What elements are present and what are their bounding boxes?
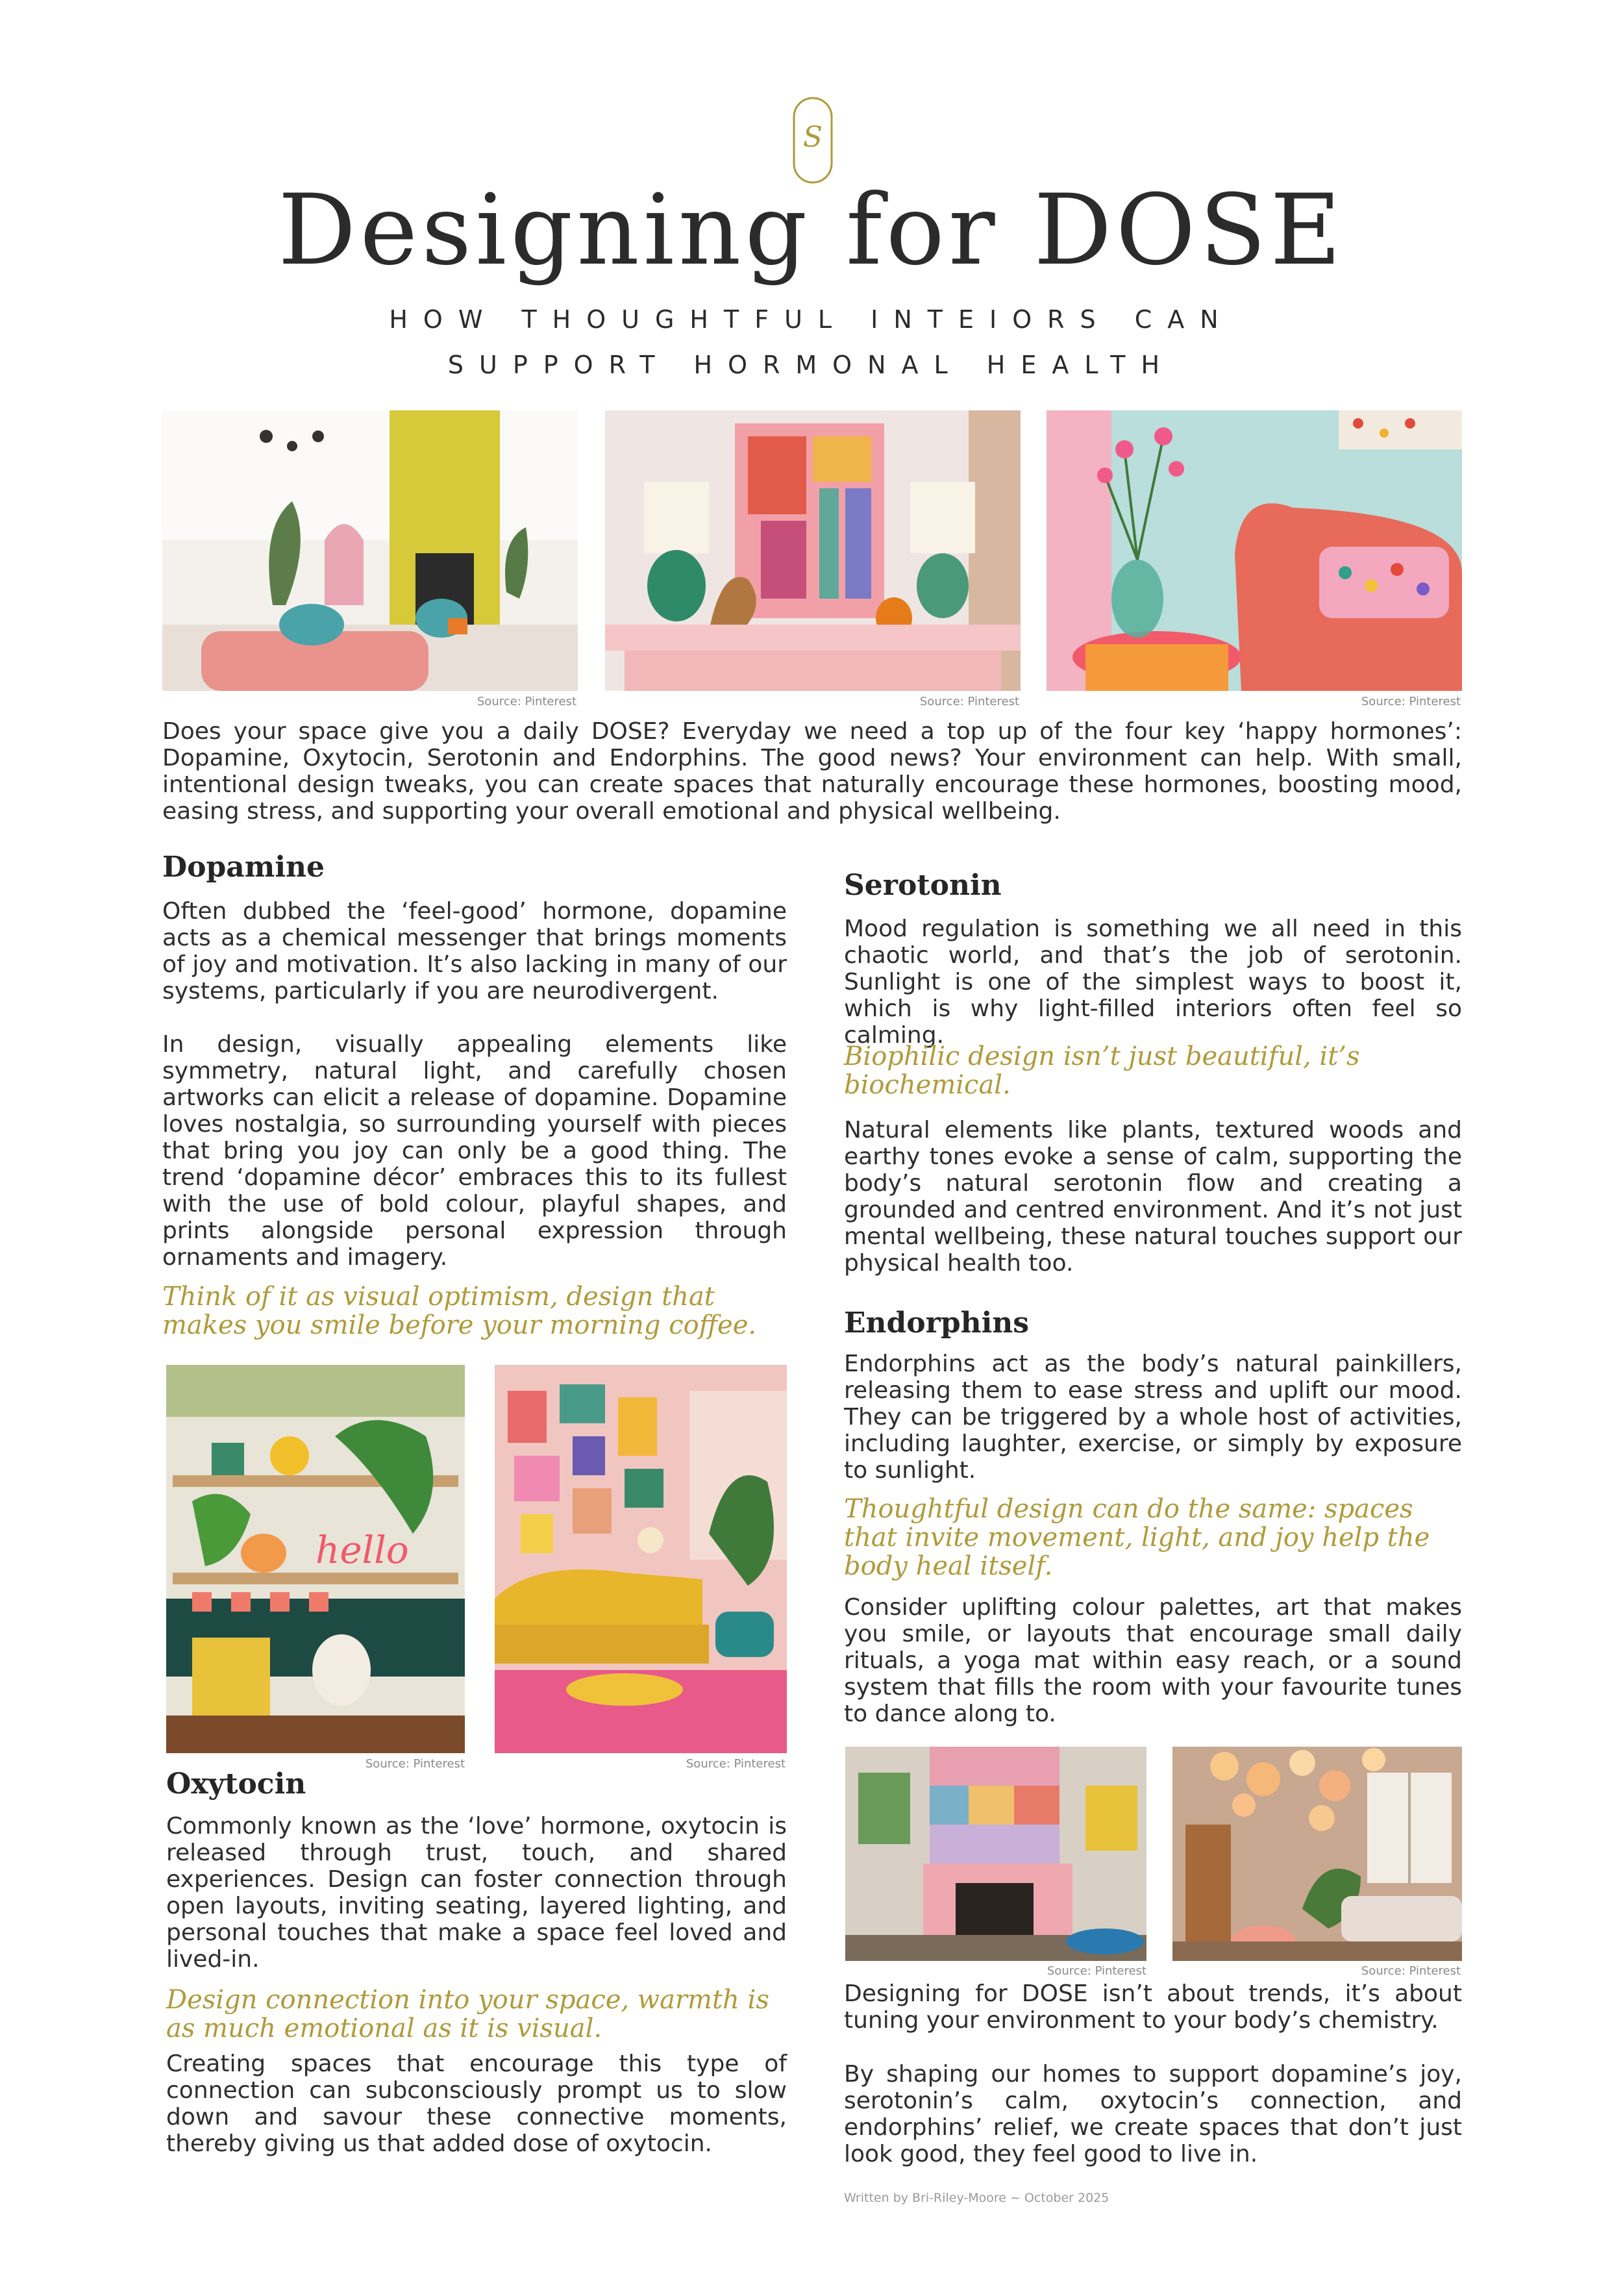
page-title: Designing for DOSE — [278, 174, 1345, 287]
photo-console-table-lamps — [605, 410, 1021, 691]
oxytocin-paragraph-1: Commonly known as the ‘love’ hormone, oxytocin is released through trust, touch, and shared experiences. Design can foster connection through open layouts, inviting seating, layered lighting, and personal touches that make a space feel loved and lived-in. — [166, 1813, 787, 1973]
dopamine-paragraph-2: In design, visually appealing elements like symmetry, natural light, and carefully chosen artworks can elicit a release of dopamine. Dopamine loves nostalgia, so surrounding yourself with pieces that bring you joy can only be a good thing. The trend ‘dopamine décor’ embraces this to its fullest with the use of bold colour, playful shapes, and prints alongside personal expression through ornaments and imagery. — [162, 1031, 787, 1271]
page-subtitle-line-1: HOW THOUGHTFUL INTEIORS CAN — [389, 305, 1234, 334]
page-subtitle-line-2: SUPPORT HORMONAL HEALTH — [447, 351, 1176, 379]
photo-paper-lanterns-lounge — [1172, 1747, 1462, 1961]
photo-tiled-fireplace — [845, 1747, 1146, 1961]
photo-kitchen-shelves — [166, 1365, 465, 1753]
serotonin-paragraph-1: Mood regulation is something we all need in this chaotic world, and that’s the job of serotonin. Sunlight is one of the simplest ways to boost it, which is why light-filled interiors often feel so calming. — [844, 916, 1462, 1049]
photo-colorful-armchair-vase — [1047, 410, 1462, 691]
oxytocin-pull-quote: Design connection into your space, warmth is as much emotional as it is visual. — [166, 1985, 769, 2043]
image-source-label: Source: Pinterest — [477, 695, 576, 708]
image-source-label: Source: Pinterest — [1361, 695, 1461, 708]
brand-logo — [792, 96, 834, 184]
svg-text:hello: hello — [316, 1528, 409, 1572]
dopamine-heading: Dopamine — [162, 851, 325, 884]
dopamine-paragraph-1: Often dubbed the ‘feel-good’ hormone, dopamine acts as a chemical messenger that brings moments of joy and motivation. It’s also lacking in many of our systems, particularly if you are neurodivergent. — [162, 898, 787, 1004]
image-source-label: Source: Pinterest — [1361, 1964, 1461, 1978]
endorphins-pull-quote: Thoughtful design can do the same: spaces that invite movement, light, and joy help the body heal itself. — [844, 1494, 1430, 1581]
author-credit: Written by Bri-Riley-Moore ~ October 2025 — [844, 2191, 1109, 2205]
intro-paragraph: Does your space give you a daily DOSE? Everyday we need a top up of the four key ‘happy hormones’: Dopamine, Oxytocin, Serotonin and Endorphins. The good news? Your environment can help. With small, intentional design tweaks, you can create spaces that naturally encourage these hormones, boosting mood, easing stress, and supporting your overall emotional and physical wellbeing. — [162, 718, 1462, 825]
endorphins-paragraph-2: Consider uplifting colour palettes, art that makes you smile, or layouts that encourage small daily rituals, a yoga mat within easy reach, or a sound system that fills the room with your favourite tunes to dance along to. — [844, 1594, 1462, 1727]
image-source-label: Source: Pinterest — [919, 695, 1019, 708]
photo-yellow-sofa-gallery-wall — [495, 1365, 787, 1753]
image-source-label: Source: Pinterest — [1047, 1964, 1146, 1978]
endorphins-paragraph-1: Endorphins act as the body’s natural painkillers, releasing them to ease stress and uplift our mood. They can be triggered by a whole host of activities, including laughter, exercise, or simply by exposure to sunlight. — [844, 1351, 1462, 1484]
oxytocin-paragraph-2: Creating spaces that encourage this type of connection can subconsciously prompt us to slow down and savour these connective moments, thereby giving us that added dose of oxytocin. — [166, 2051, 787, 2157]
serotonin-pull-quote: Biophilic design isn’t just beautiful, it’s biochemical. — [844, 1042, 1360, 1100]
endorphins-heading: Endorphins — [844, 1306, 1030, 1340]
photo-living-room-yellow-fireplace — [162, 410, 578, 691]
closing-paragraph-1: Designing for DOSE isn’t about trends, it’s about tuning your environment to your body’s chemistry. — [844, 1980, 1462, 2034]
serotonin-heading: Serotonin — [844, 869, 1002, 902]
image-source-label: Source: Pinterest — [365, 1757, 465, 1771]
serotonin-paragraph-2: Natural elements like plants, textured woods and earthy tones evoke a sense of calm, supporting the body’s natural serotonin flow and creating a grounded and centred environment. And it’s not just mental wellbeing, these natural touches support our physical health too. — [844, 1117, 1462, 1277]
dopamine-pull-quote: Think of it as visual optimism, design that makes you smile before your morning coffee. — [162, 1282, 757, 1340]
image-source-label: Source: Pinterest — [686, 1757, 786, 1771]
closing-paragraph-2: By shaping our homes to support dopamine’s joy, serotonin’s calm, oxytocin’s connection, and endorphins’ relief, we create spaces that don’t just look good, they feel good to live in. — [844, 2061, 1462, 2167]
svg-text:S: S — [802, 121, 823, 154]
oxytocin-heading: Oxytocin — [166, 1767, 306, 1801]
